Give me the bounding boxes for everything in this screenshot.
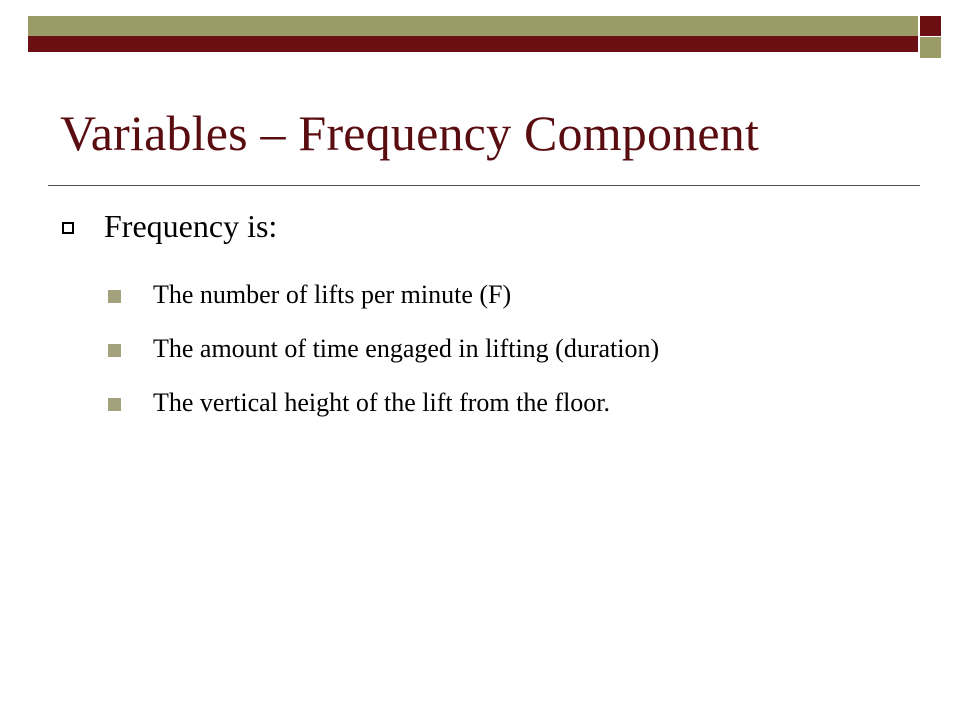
sub-bullet-list: [108, 268, 659, 430]
sub-bullet-text: The amount of time engaged in lifting (duration): [153, 334, 660, 363]
filled-square-bullet-icon: [108, 344, 121, 357]
sub-bullet-item: [108, 376, 659, 430]
slide-title: Variables – Frequency Component: [60, 105, 760, 161]
filled-square-bullet-icon: [108, 290, 121, 303]
corner-maroon-square: [920, 16, 941, 36]
sub-bullet-item: [108, 322, 659, 376]
corner-olive-square: [920, 37, 941, 58]
header-olive-bar: [28, 16, 918, 36]
sub-bullet-text: The vertical height of the lift from the floor.: [153, 388, 611, 417]
sub-bullet-item: [108, 268, 659, 322]
bullet-text: Frequency is:: [104, 208, 278, 244]
sub-bullet-text: The number of lifts per minute (F): [153, 280, 512, 309]
header-maroon-bar: [28, 36, 918, 52]
title-divider: [48, 185, 920, 186]
bullet-frequency: [62, 210, 277, 242]
hollow-square-bullet-icon: [62, 222, 74, 234]
filled-square-bullet-icon: [108, 398, 121, 411]
